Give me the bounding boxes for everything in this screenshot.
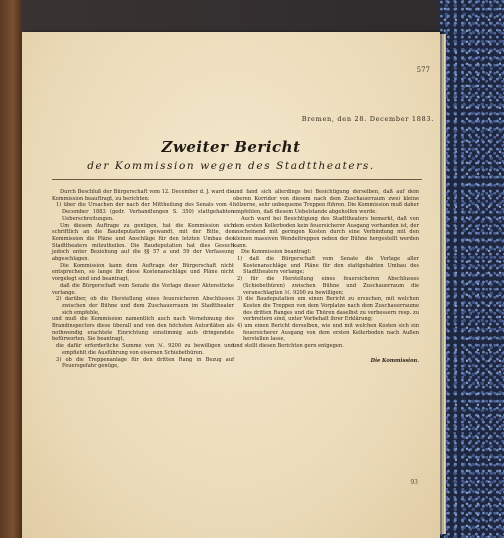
paragraph: 2) darüber, ob die Herstellung eines feuersicheren Abschlusses zwischen der Bühne und dem Zuschauerraum im Stadttheater sich empfehle, — [56, 296, 234, 316]
paragraph: die dafür erforderliche Summe von ℳ. 9200 zu bewilligen und empfiehlt die Ausführung von eisernen Schiebethüren. — [56, 343, 234, 356]
paragraph: und muß die Kommission namentlich auch nach Vernehmung des Brandinspectors diese überall und von den höchsten Autoritäten als nothwendig erachtete Einrichtung einstimmig aufs dringendste befürworten. Sie beantragt, — [52, 316, 234, 343]
paragraph: 4) um einen Bericht derselben, wie und mit welchen Kosten sich ein feuersicherer Ausgang von dem ersten Kellerboden nach Außen herstellen lasse, — [237, 323, 419, 343]
left-column — [52, 189, 234, 370]
paragraph: und fand sich allerdings bei Besichtigung derselben, daß auf dem oberen Korridor von diesem nach dem Zuschauerraum zwei kleine hölzerne, sehr unbequeme Treppen führen. Die Kommission muß daher empfehlen, daß diesem Uebelstande abgeholfen werde. — [233, 189, 419, 216]
paragraph: Um diesem Auftrage zu genügen, hat die Kommission sich schriftlich an die Baudeputation gewandt, mit der Bitte, der Kommission die Pläne und Anschläge für den letzten Umbau des Stadttheaters mitzutheilen. Die Baudeputation hat dies Gesuch jedoch unter Beziehung auf die §§ 57 a und 59 der Verfassung abgeschlagen. — [52, 222, 234, 263]
page-number: 577 — [416, 66, 430, 74]
paragraph: 2) für die Herstellung eines feuersicheren Abschlusses (Schiebethüren) zwischen Bühne und Zuschauerraum die veranschlagten ℳ. 9200 zu bewilligen; — [237, 276, 419, 296]
right-column — [233, 189, 419, 365]
paragraph: Die Kommission kann dem Auftrage der Bürgerschaft nicht entsprechen, so lange ihr diese Kostenanschläge und Pläne nicht vorgelegt sind und beantragt, — [52, 262, 234, 283]
paragraph: Die Kommission beantragt: — [241, 249, 312, 256]
paragraph: und stellt diesen Berichten gern entgegen. — [233, 343, 344, 350]
document-title: Zweiter Bericht — [161, 138, 301, 156]
paragraph: Die Kommission. — [370, 357, 419, 364]
paragraph: daß die Bürgerschaft vom Senate die Vorlage dieser Aktenstücke verlange. — [52, 282, 234, 296]
paragraph: 3) ob die Treppenanlage für den dritten Rang in Bezug auf Feuersgefahr genüge, — [56, 356, 234, 370]
paragraph: 1) über die Ursachen der nach der Mittheilung des Senats vom 4. December 1883 (gedr. Verhandlungen S. 350) stattgehabten Ueberschreitungen. — [56, 202, 234, 222]
book-cover-left — [0, 0, 22, 538]
sheet-mark: 93 — [410, 479, 418, 486]
title-rule — [52, 179, 422, 180]
paragraph: 3) die Baudeputation um einen Bericht zu ersuchen, mit welchen Kosten die Treppen von dem Vorplatze nach dem Zuschauerraume des dritten Ranges und die Thüren daselbst zu verbessern resp. zu verbreitern sind, unter Vorbehalt ihrer Erklärung; — [237, 296, 419, 323]
paragraph: 1) daß die Bürgerschaft vom Senate die Vorlage aller Kostenanschläge und Pläne für den stattgehabten Umbau des Stadttheaters verlange; — [237, 256, 419, 276]
dateline: Bremen, den 28. December 1883. — [301, 115, 434, 123]
page-edges — [440, 34, 446, 534]
paragraph: Auch ward bei Besichtigung des Stadttheaters bemerkt, daß von dem ersten Kellerboden kein feuersicherer Ausgang vorhanden ist, der anscheinend mit geringen Kosten durch eine Verbindung mit den kleinen massiven Wendeltreppen neben der Bühne hergestellt werden kann. — [233, 215, 419, 249]
book-cover-marbled — [440, 0, 504, 538]
document-page — [22, 32, 440, 538]
paragraph: Durch Beschluß der Bürgerschaft vom 12. December d. J. ward die Kommission beauftragt, zu berichten: — [52, 189, 234, 202]
document-subtitle: der Kommission wegen des Stadttheaters. — [87, 160, 375, 172]
